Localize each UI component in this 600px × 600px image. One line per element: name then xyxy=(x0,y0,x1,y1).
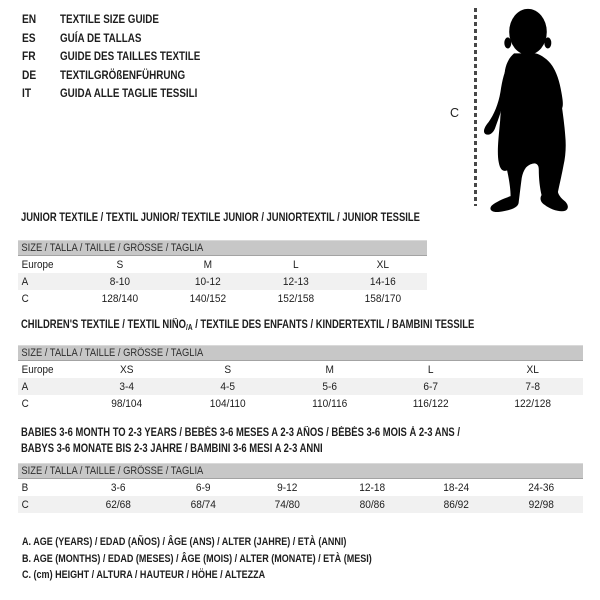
value-cell: 10-12 xyxy=(194,275,221,288)
lang-row-en xyxy=(22,10,231,29)
row-label: C xyxy=(21,292,29,305)
row-label: A xyxy=(21,380,29,393)
title-text: CHILDREN'S TEXTILE / TEXTIL NIÑO xyxy=(21,319,187,331)
value-cell: 4-5 xyxy=(220,380,236,393)
table-row-height xyxy=(18,395,583,412)
value-cell: 128/140 xyxy=(101,292,139,305)
table-row-height xyxy=(18,496,583,513)
row-label: C xyxy=(21,498,29,511)
height-measure-line xyxy=(474,8,477,206)
size-header-label: SIZE / TALLA / TAILLE / GRÖSSE / TAGLIA xyxy=(21,242,204,254)
value-cell: 158/170 xyxy=(364,292,402,305)
value-cell: 86/92 xyxy=(443,498,469,511)
footnote-c: C. (cm) HEIGHT / ALTURA / HAUTEUR / HÖHE / ALTEZZA xyxy=(22,569,266,581)
value-cell: 62/68 xyxy=(105,498,131,511)
size-cell: M xyxy=(203,258,212,271)
footnotes xyxy=(22,536,449,586)
toddler-silhouette-icon xyxy=(478,4,600,216)
language-header xyxy=(22,10,231,103)
value-cell: 12-13 xyxy=(282,275,309,288)
value-cell: 3-4 xyxy=(119,380,135,393)
value-cell: 152/158 xyxy=(277,292,314,305)
value-cell: 8-10 xyxy=(109,275,131,288)
lang-code: DE xyxy=(22,67,37,82)
height-measure-label: C xyxy=(450,106,460,120)
size-cell: XL xyxy=(376,258,390,271)
junior-size-table xyxy=(18,240,427,307)
value-cell: 92/98 xyxy=(528,498,554,511)
value-cell: 9-12 xyxy=(277,481,298,494)
lang-label: GUIDE DES TAILLES TEXTILE xyxy=(60,49,201,64)
size-cell: L xyxy=(428,363,434,376)
value-cell: 7-8 xyxy=(525,380,540,393)
lang-row-it xyxy=(22,84,231,103)
row-label: C xyxy=(21,397,29,410)
value-cell: 12-18 xyxy=(358,481,385,494)
value-cell: 6-9 xyxy=(195,481,211,494)
value-cell: 14-16 xyxy=(370,275,397,288)
value-cell: 110/116 xyxy=(311,397,348,410)
table-row-europe xyxy=(18,361,583,378)
value-cell: 5-6 xyxy=(322,380,337,393)
value-cell: 116/122 xyxy=(412,397,449,410)
lang-row-fr xyxy=(22,47,231,66)
lang-row-de xyxy=(22,66,231,85)
size-header-band xyxy=(18,463,583,479)
size-cell: L xyxy=(292,258,299,271)
size-header-label: SIZE / TALLA / TAILLE / GRÖSSE / TAGLIA xyxy=(21,347,204,359)
size-cell: XS xyxy=(119,363,134,376)
value-cell: 122/128 xyxy=(514,397,551,410)
value-cell: 18-24 xyxy=(443,481,470,494)
babies-size-table xyxy=(18,463,583,513)
value-cell: 68/74 xyxy=(190,498,216,511)
lang-label: GUÍA DE TALLAS xyxy=(60,30,142,45)
children-size-table xyxy=(18,345,583,412)
title-line: BABIES 3-6 MONTH TO 2-3 YEARS / BEBÉS 3-6 MESES A 2-3 AÑOS / BÉBÉS 3-6 MOIS À 2-3 ANS / xyxy=(21,427,460,439)
lang-code: ES xyxy=(22,30,36,45)
lang-label: TEXTILGRÖßENFÜHRUNG xyxy=(60,67,186,82)
size-header-label: SIZE / TALLA / TAILLE / GRÖSSE / TAGLIA xyxy=(21,465,204,477)
size-cell: S xyxy=(116,258,124,271)
footnote-b: B. AGE (MONTHS) / EDAD (MESES) / ÂGE (MOIS) / ALTER (MONATE) / ETÀ (MESI) xyxy=(22,552,372,565)
size-cell: M xyxy=(325,363,334,376)
table-row-age xyxy=(18,273,427,290)
value-cell: 24-36 xyxy=(527,481,554,494)
table-row-europe xyxy=(18,256,427,273)
lang-code: FR xyxy=(22,49,36,64)
value-cell: 98/104 xyxy=(111,397,143,410)
value-cell: 140/152 xyxy=(189,292,226,305)
row-label: A xyxy=(21,275,29,288)
size-header-band xyxy=(18,345,583,361)
children-table-title xyxy=(21,319,474,332)
title-line: BABYS 3-6 MONATE BIS 2-3 JAHRE / BAMBINI 3-6 MESI A 2-3 ANNI xyxy=(21,442,323,455)
lang-row-es xyxy=(22,29,231,48)
lang-code: EN xyxy=(22,12,37,27)
value-cell: 80/86 xyxy=(359,498,385,511)
row-label: Europe xyxy=(21,258,54,271)
lang-code: IT xyxy=(22,86,32,101)
value-cell: 6-7 xyxy=(423,380,439,393)
lang-label: TEXTILE SIZE GUIDE xyxy=(60,12,159,27)
footnote-a: A. AGE (YEARS) / EDAD (AÑOS) / ÂGE (ANS) / ALTER (JAHRE) / ETÀ (ANNI) xyxy=(22,536,347,548)
row-label: B xyxy=(21,481,29,494)
table-row-age-months xyxy=(18,479,583,496)
size-cell: S xyxy=(224,363,232,376)
value-cell: 104/110 xyxy=(210,397,247,410)
value-cell: 74/80 xyxy=(274,498,300,511)
value-cell: 3-6 xyxy=(110,481,126,494)
size-header-band xyxy=(18,240,427,256)
lang-label: GUIDA ALLE TAGLIE TESSILI xyxy=(60,86,198,101)
title-text: / TEXTILE DES ENFANTS / KINDERTEXTIL / BAMBINI TESSILE xyxy=(192,319,475,331)
table-row-height xyxy=(18,290,427,307)
table-row-age xyxy=(18,378,583,395)
title-subscript: /A xyxy=(186,323,193,332)
junior-table-title: JUNIOR TEXTILE / TEXTIL JUNIOR/ TEXTILE JUNIOR / JUNIORTEXTIL / JUNIOR TESSILE xyxy=(21,212,420,224)
babies-table-title xyxy=(21,426,595,457)
size-cell: XL xyxy=(526,363,539,376)
row-label: Europe xyxy=(21,363,54,376)
